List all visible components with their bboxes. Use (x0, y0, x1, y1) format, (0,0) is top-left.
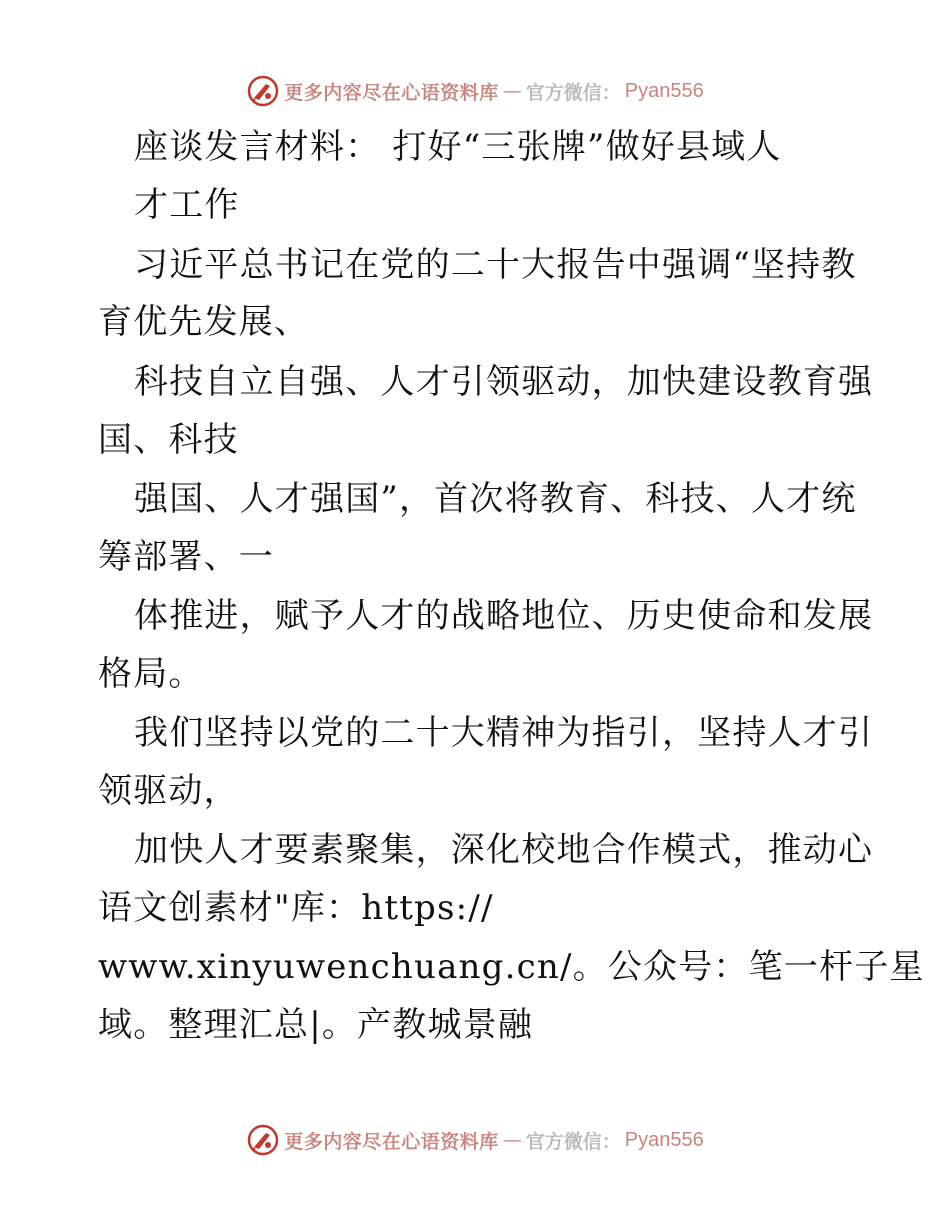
paragraph-line: 强国、人才强国”，首次将教育、科技、人才统 (134, 479, 857, 519)
paragraph-line: 筹部署、一 (98, 537, 274, 577)
paragraph-line: 体推进，赋予人才的战略地位、历史使命和发展 (134, 596, 874, 636)
document-title-line-1: 座谈发言材料： 打好“三张牌”做好县域人 (134, 127, 782, 167)
paragraph-line: 加快人才要素聚集，深化校地合作模式，推动心 (134, 830, 874, 870)
paragraph-line: 我们坚持以党的二十大精神为指引，坚持人才引 (134, 713, 874, 753)
banner-wechat-id: Pyan556 (624, 79, 704, 102)
footer-banner (0, 1120, 950, 1160)
banner-text: 更多内容尽在心语资料库 (284, 1130, 499, 1153)
paragraph-line: 育优先发展、 (98, 302, 310, 342)
paragraph-line: 域。整理汇总|。产教城景融 (98, 1005, 534, 1045)
banner-dash: — (502, 80, 522, 102)
paragraph-line: 习近平总书记在党的二十大报告中强调“坚持教 (134, 245, 857, 285)
footer-banner-content (246, 1123, 704, 1157)
paragraph-line: 语文创素材"库：https:// (98, 888, 494, 928)
banner-text: 更多内容尽在心语资料库 (284, 81, 499, 104)
banner-wechat-id: Pyan556 (624, 1128, 704, 1151)
banner-dash: — (502, 1129, 522, 1151)
paragraph-line: 领驱动， (98, 771, 239, 811)
paragraph-line: www.xinyuwenchuang.cn/。公众号：笔一杆子星 (98, 947, 925, 987)
paragraph-line: 格局。 (98, 654, 204, 694)
pen-logo-icon (246, 1123, 280, 1157)
paragraph-line: 科技自立自强、人才引领驱动，加快建设教育强 (134, 362, 874, 402)
document-title-line-2: 才工作 (134, 185, 240, 225)
banner-wechat-label: 官方微信： (525, 1130, 621, 1153)
paragraph-line: 国、科技 (98, 420, 239, 460)
pen-logo-icon (246, 74, 280, 108)
banner-wechat-label: 官方微信： (525, 81, 621, 104)
header-banner-content (246, 74, 704, 108)
header-banner (0, 71, 950, 111)
